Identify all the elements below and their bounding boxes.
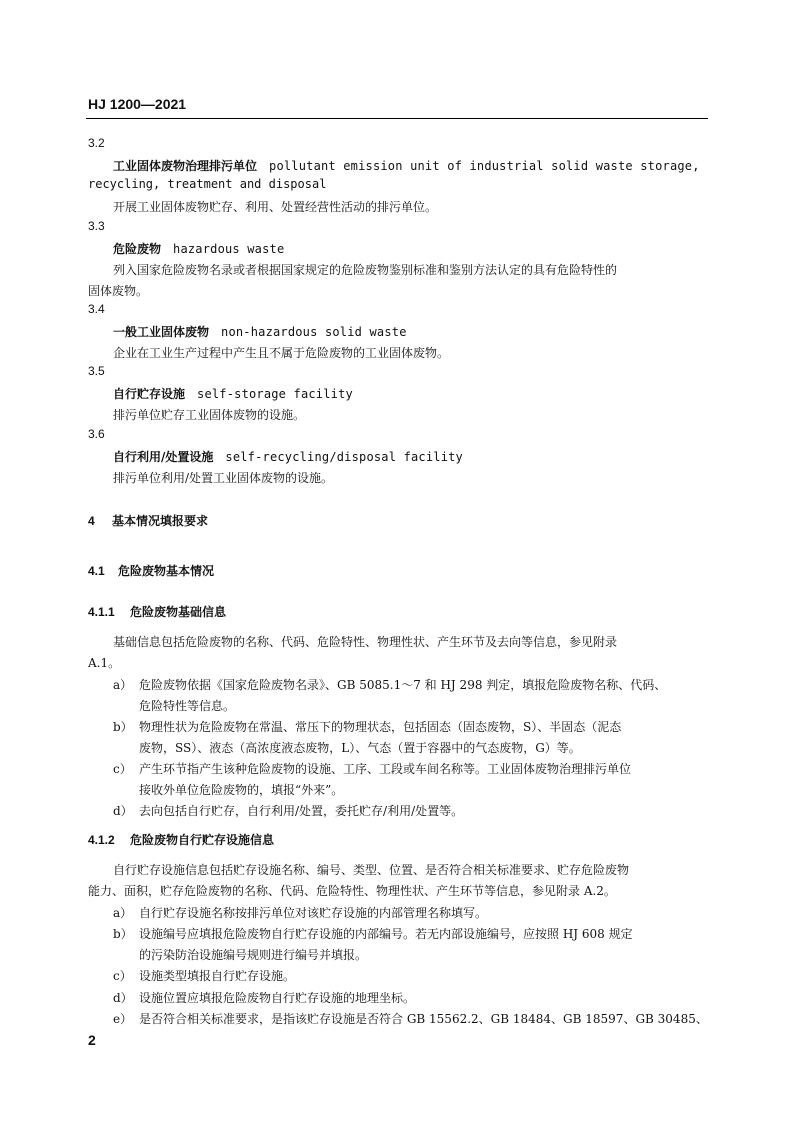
section-heading xyxy=(88,562,214,579)
term-definition: 排污单位利用/处置工业固体废物的设施。 xyxy=(113,471,334,485)
term-number: 3.5 xyxy=(88,364,105,378)
term-zh: 一般工业固体废物 xyxy=(113,325,210,339)
list-item xyxy=(113,967,295,984)
term-number: 3.2 xyxy=(88,136,105,150)
list-item xyxy=(113,925,633,942)
list-text: 物理性状为危险废物在常温、常压下的物理状态，包括固态（固态废物，S）、半固态（泥态 xyxy=(139,720,622,734)
list-marker: b） xyxy=(113,927,133,941)
paragraph-line: A.1。 xyxy=(88,656,121,670)
term-definition: 开展工业固体废物贮存、利用、处置经营性活动的排污单位。 xyxy=(113,200,438,214)
term-number: 3.6 xyxy=(88,427,105,441)
list-text: 设施位置应填报危险废物自行贮存设施的地理坐标。 xyxy=(139,991,416,1005)
list-marker: b） xyxy=(113,720,133,734)
list-text: 设施编号应填报危险废物自行贮存设施的内部编号。若无内部设施编号，应按照 HJ 608 规定 xyxy=(139,927,633,941)
term-en: pollutant emission unit of industrial solid waste storage, xyxy=(269,159,700,173)
paragraph-line: 基础信息包括危险废物的名称、代码、危险特性、物理性状、产生环节及去向等信息，参见附录 xyxy=(113,635,618,649)
term-en: hazardous waste xyxy=(173,242,285,256)
list-item xyxy=(113,760,631,777)
section-heading xyxy=(88,512,208,529)
list-item xyxy=(113,802,463,819)
list-marker: c） xyxy=(113,762,132,776)
term-en: self-recycling/disposal facility xyxy=(225,450,463,464)
section-title: 危险废物基础信息 xyxy=(130,605,227,619)
list-marker: e） xyxy=(113,1012,133,1026)
list-text: 危险特性等信息。 xyxy=(139,699,236,713)
term-zh: 自行利用/处置设施 xyxy=(113,450,214,464)
term-definition: 排污单位贮存工业固体废物的设施。 xyxy=(113,408,306,422)
list-marker: a） xyxy=(113,906,133,920)
list-text: 接收外单位危险废物的，填报“外来”。 xyxy=(139,783,344,797)
list-text: 设施类型填报自行贮存设施。 xyxy=(139,969,296,983)
page-number: 2 xyxy=(88,1032,96,1048)
term-heading xyxy=(113,157,700,174)
section-title: 危险废物自行贮存设施信息 xyxy=(130,833,275,847)
paragraph-line: 能力、面积，贮存危险废物的名称、代码、危险特性、物理性状、产生环节等信息，参见附录 A.2。 xyxy=(88,884,616,898)
list-text: 危险废物依据《国家危险废物名录》、GB 5085.1～7 和 HJ 298 判定，填报危险废物名称、代码、 xyxy=(139,678,667,692)
term-definition: 列入国家危险废物名录或者根据国家规定的危险废物鉴别标准和鉴别方法认定的具有危险特性的 xyxy=(113,263,618,277)
list-item xyxy=(113,718,621,735)
list-marker: a） xyxy=(113,678,133,692)
list-marker: d） xyxy=(113,991,133,1005)
paragraph-line: 自行贮存设施信息包括贮存设施名称、编号、类型、位置、是否符合相关标准要求、贮存危险废物 xyxy=(113,863,630,877)
list-item xyxy=(113,1010,708,1027)
list-text: 的污染防治设施编号规则进行编号并填报。 xyxy=(139,948,368,962)
term-heading xyxy=(113,240,284,257)
list-text: 产生环节指产生该种危险废物的设施、工序、工段或车间名称等。工业固体废物治理排污单位 xyxy=(139,762,632,776)
term-en-continued: recycling, treatment and disposal xyxy=(88,177,327,191)
term-zh: 工业固体废物治理排污单位 xyxy=(113,159,258,173)
list-marker: c） xyxy=(113,969,132,983)
section-number: 4.1 xyxy=(88,564,105,578)
term-number: 3.3 xyxy=(88,219,105,233)
list-item xyxy=(113,904,487,921)
section-number: 4 xyxy=(88,514,95,528)
term-en: self-storage facility xyxy=(197,387,353,401)
term-zh: 危险废物 xyxy=(113,242,162,256)
term-definition: 固体废物。 xyxy=(88,284,149,298)
list-text: 去向包括自行贮存，自行利用/处置，委托贮存/利用/处置等。 xyxy=(139,804,464,818)
list-item xyxy=(113,676,666,693)
section-number: 4.1.1 xyxy=(88,605,115,619)
list-item xyxy=(113,989,415,1006)
term-heading xyxy=(113,323,407,340)
term-definition: 企业在工业生产过程中产生且不属于危险废物的工业固体废物。 xyxy=(113,346,450,360)
section-number: 4.1.2 xyxy=(88,833,115,847)
section-heading xyxy=(88,831,274,848)
term-zh: 自行贮存设施 xyxy=(113,387,186,401)
term-en: non-hazardous solid waste xyxy=(221,325,407,339)
standard-id-header: HJ 1200—2021 xyxy=(88,96,187,112)
term-number: 3.4 xyxy=(88,302,105,316)
list-text: 自行贮存设施名称按排污单位对该贮存设施的内部管理名称填写。 xyxy=(139,906,488,920)
term-heading xyxy=(113,448,463,465)
list-text: 废物，SS）、液态（高浓度液态废物，L）、气态（置于容器中的气态废物，G）等。 xyxy=(139,741,581,755)
list-text: 是否符合相关标准要求，是指该贮存设施是否符合 GB 15562.2、GB 18484、GB 18597、GB 30485、 xyxy=(139,1012,708,1026)
header-rule xyxy=(86,118,708,119)
list-marker: d） xyxy=(113,804,133,818)
section-heading xyxy=(88,603,226,620)
section-title: 基本情况填报要求 xyxy=(112,514,209,528)
section-title: 危险废物基本情况 xyxy=(118,564,215,578)
term-heading xyxy=(113,385,353,402)
